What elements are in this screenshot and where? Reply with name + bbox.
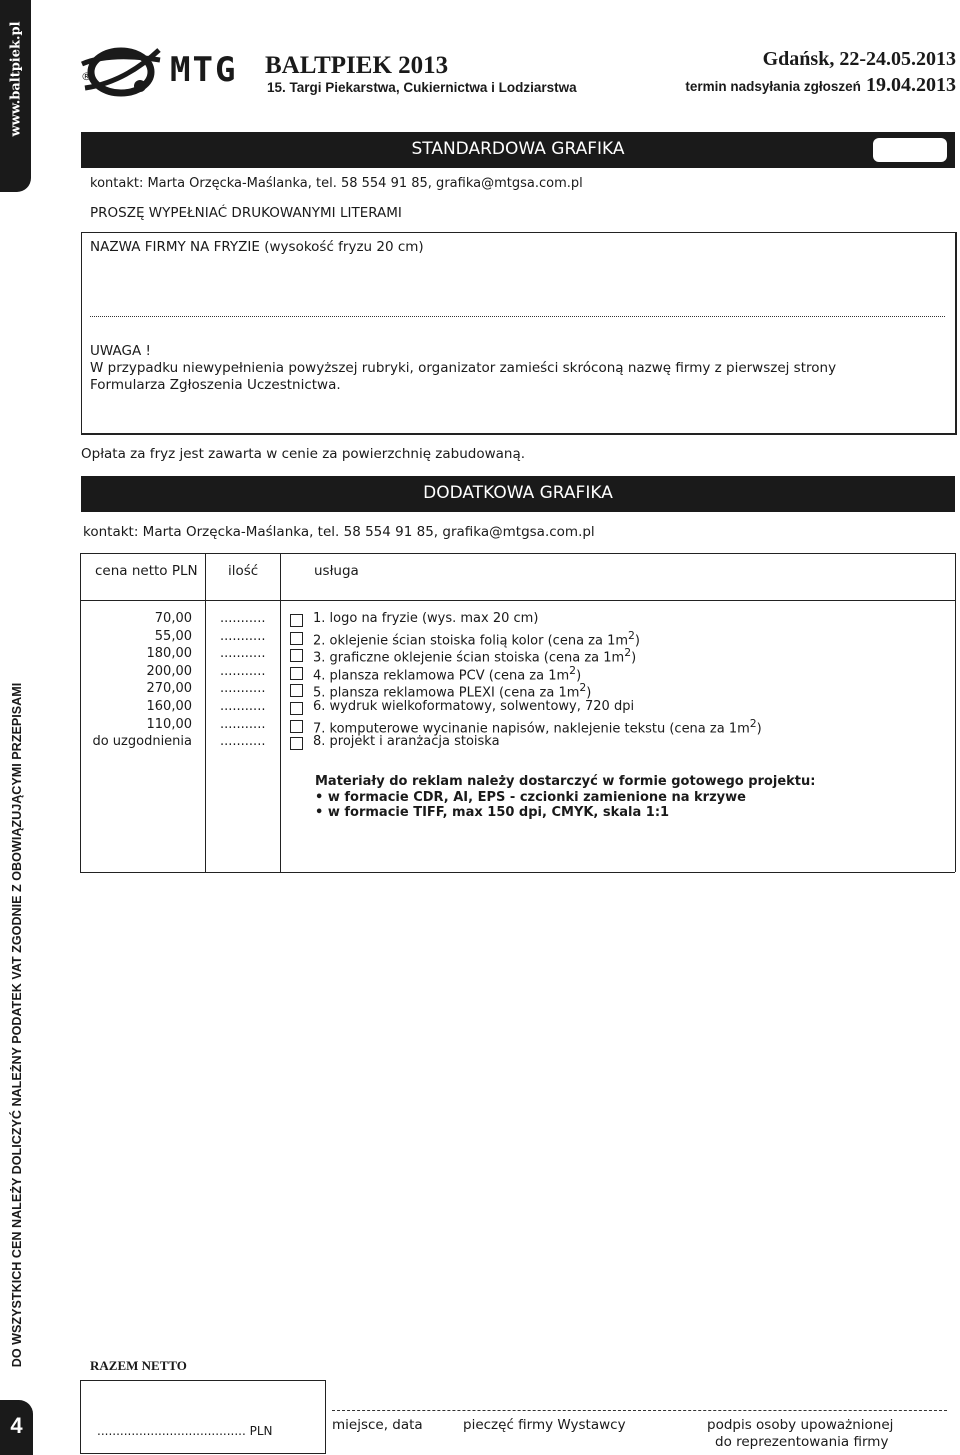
print-instruction: PROSZĘ WYPEŁNIAĆ DRUKOWANYMI LITERAMI xyxy=(90,205,402,221)
list-item: • w formacie CDR, AI, EPS - czcionki zamienione na krzywe xyxy=(315,790,746,805)
row-price: 70,00 xyxy=(154,611,192,626)
standard-graphics-bar xyxy=(81,132,955,168)
row-price: do uzgodnienia xyxy=(92,734,192,750)
row-qty[interactable]: ........... xyxy=(220,716,266,732)
total-field[interactable] xyxy=(97,1424,273,1438)
table-row xyxy=(81,681,951,699)
website-label: www.baltpiek.pl xyxy=(8,21,24,137)
additional-graphics-title: DODATKOWA GRAFIKA xyxy=(423,483,613,503)
total-currency: PLN xyxy=(249,1424,273,1438)
row-service: 4. plansza reklamowa PCV (cena za $1m^2$) xyxy=(313,663,582,684)
column-header-service: usługa xyxy=(314,563,359,579)
row-qty[interactable]: ........... xyxy=(220,611,266,626)
row-service: 7. komputerowe wycinanie napisów, naklejenie tekstu (cena za $1m^2$) xyxy=(313,716,762,736)
warning-title: UWAGA ! xyxy=(90,343,151,359)
row-checkbox[interactable] xyxy=(290,720,303,733)
row-checkbox[interactable] xyxy=(290,684,303,697)
column-header-price: cena netto PLN xyxy=(95,563,198,579)
row-service: 1. logo na fryzie (wys. max 20 cm) xyxy=(313,611,539,626)
row-qty[interactable]: ........... xyxy=(220,646,266,662)
table-row xyxy=(81,699,951,717)
table-bottom-line xyxy=(80,872,955,873)
standard-graphics-title: STANDARDOWA GRAFIKA xyxy=(411,139,625,159)
materials-list xyxy=(315,790,746,820)
row-price: 270,00 xyxy=(146,681,192,697)
row-price: 180,00 xyxy=(146,646,192,662)
list-item: • w formacie TIFF, max 150 dpi, CMYK, skala 1:1 xyxy=(315,805,670,820)
column-header-qty: ilość xyxy=(228,563,259,579)
table-row xyxy=(81,717,951,735)
table-row xyxy=(81,646,951,664)
materials-title: Materiały do reklam należy dostarczyć w formie gotowego projektu: xyxy=(315,774,816,789)
code-box xyxy=(873,138,947,162)
table-row xyxy=(81,629,951,647)
row-service: 8. projekt i aranżacja stoiska xyxy=(313,734,500,750)
row-checkbox[interactable] xyxy=(290,737,303,750)
logo-text: MTG xyxy=(170,50,238,90)
row-service: 6. wydruk wielkoformatowy, solwentowy, 720 dpi xyxy=(313,698,635,714)
row-qty[interactable]: ........... xyxy=(220,734,266,750)
page-number: 4 xyxy=(0,1400,33,1455)
warning-line-1: W przypadku niewypełnienia powyższej rubryki, organizator zamieści skróconą nazwę firmy z pierwszej strony xyxy=(90,360,837,376)
company-name-box xyxy=(81,232,957,435)
registered-mark: ® xyxy=(81,70,92,83)
row-checkbox[interactable] xyxy=(290,632,303,645)
table-row xyxy=(81,664,951,682)
event-title: BALTPIEK 2013 xyxy=(265,52,449,79)
signature-dashed-line xyxy=(332,1410,947,1411)
stamp-label: pieczęć firmy Wystawcy xyxy=(463,1417,626,1433)
total-value: ....................................... xyxy=(97,1424,246,1438)
row-price: 55,00 xyxy=(154,628,192,644)
standard-contact: kontakt: Marta Orzęcka-Maślanka, tel. 58 554 91 85, grafika@mtgsa.com.pl xyxy=(90,176,583,191)
additional-graphics-bar xyxy=(81,476,955,512)
event-subtitle: 15. Targi Piekarstwa, Cukiernictwa i Lodziarstwa xyxy=(267,80,577,95)
deadline-date: 19.04.2013 xyxy=(866,74,956,96)
vat-notice: DO WSZYSTKICH CEN NALEŻY DOLICZYĆ NALEŻNY PODATEK VAT ZGODNIE Z OBOWIĄZUJĄCYMI PRZEPISAMI xyxy=(10,682,24,1368)
deadline-label: termin nadsyłania zgłoszeń xyxy=(685,79,861,94)
place-date-label: miejsce, data xyxy=(332,1417,423,1433)
row-checkbox[interactable] xyxy=(290,667,303,680)
table-row xyxy=(81,734,951,752)
row-price: 160,00 xyxy=(146,698,192,714)
total-box xyxy=(80,1380,326,1454)
fee-note: Opłata za fryz jest zawarta w cenie za powierzchnię zabudowaną. xyxy=(81,446,526,462)
row-service: 2. oklejenie ścian stoiska folią kolor (cena za $1m^2$) xyxy=(313,628,640,648)
deadline xyxy=(685,74,956,97)
row-service: 5. plansza reklamowa PLEXI (cena za $1m^2$) xyxy=(313,681,592,701)
mtg-logo-icon xyxy=(80,42,162,102)
row-price: 110,00 xyxy=(146,716,192,732)
service-rows xyxy=(81,611,951,752)
row-qty[interactable]: ........... xyxy=(220,663,266,679)
company-name-label: NAZWA FIRMY NA FRYZIE (wysokość fryzu 20 cm) xyxy=(90,239,424,255)
location-dates: Gdańsk, 22-24.05.2013 xyxy=(762,48,956,70)
row-service: 3. graficzne oklejenie ścian stoiska (cena za $1m^2$) xyxy=(313,646,637,666)
row-qty[interactable]: ........... xyxy=(220,681,266,697)
warning-line-2: Formularza Zgłoszenia Uczestnictwa. xyxy=(90,377,341,393)
additional-contact: kontakt: Marta Orzęcka-Maślanka, tel. 58 554 91 85, grafika@mtgsa.com.pl xyxy=(83,524,595,540)
table-header-line xyxy=(80,553,955,554)
total-label: RAZEM NETTO xyxy=(90,1358,187,1373)
row-checkbox[interactable] xyxy=(290,702,303,715)
row-qty[interactable]: ........... xyxy=(220,698,266,714)
table-row xyxy=(81,611,951,629)
company-name-field[interactable] xyxy=(90,296,945,317)
row-checkbox[interactable] xyxy=(290,649,303,662)
signature-label: podpis osoby upoważnionej do reprezentowania firmy xyxy=(707,1417,894,1450)
row-qty[interactable]: ........... xyxy=(220,628,266,644)
row-price: 200,00 xyxy=(146,663,192,679)
table-header-bottom-line xyxy=(80,600,955,601)
row-checkbox[interactable] xyxy=(290,614,303,627)
